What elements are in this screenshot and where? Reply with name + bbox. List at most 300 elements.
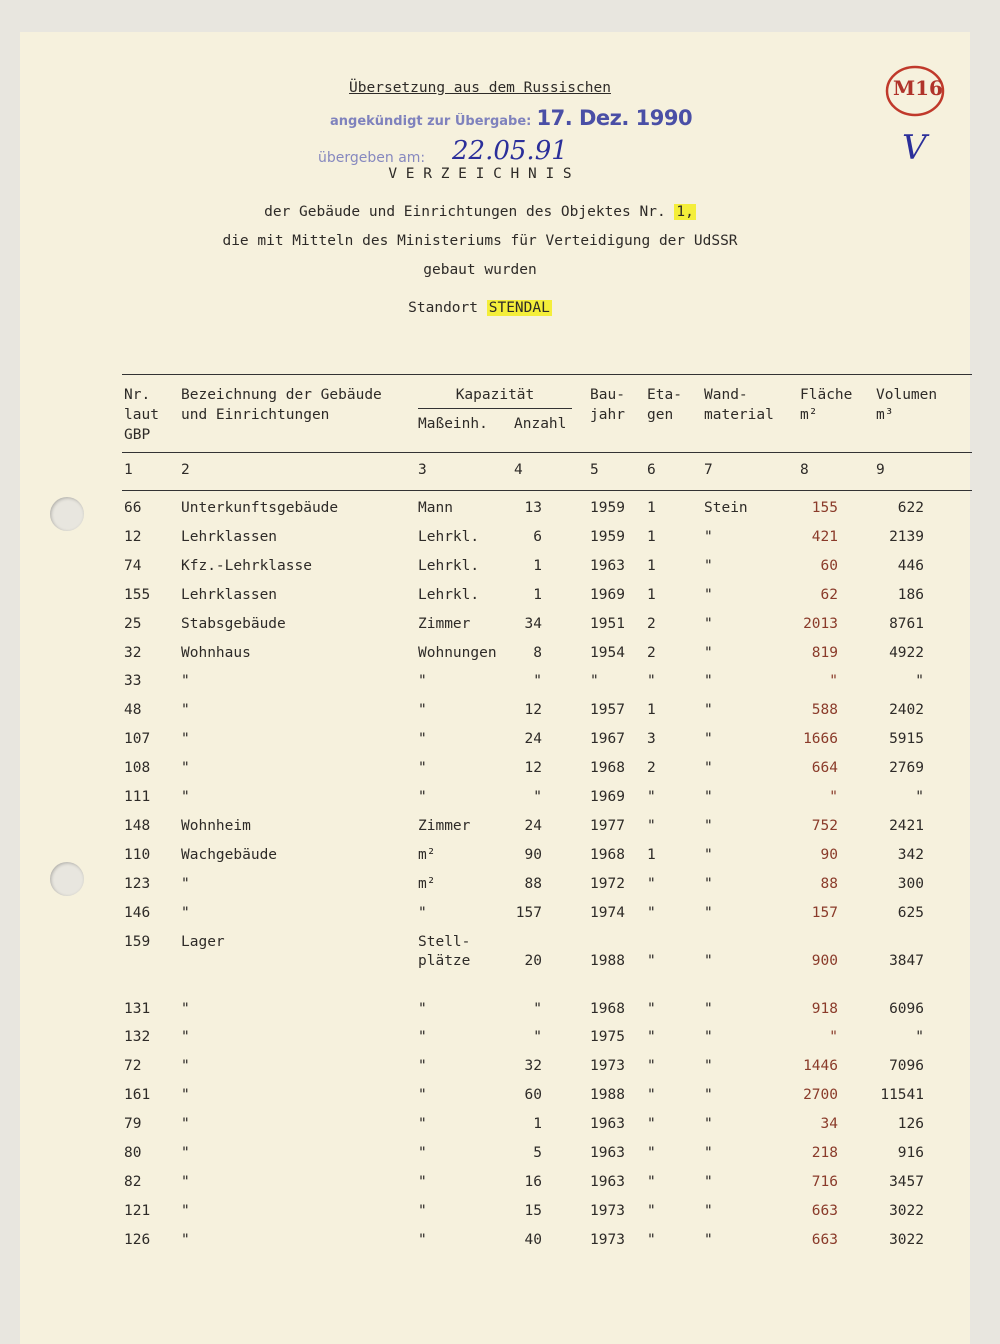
cell-floors: " bbox=[647, 904, 656, 921]
cell-year: 1988 bbox=[590, 1087, 625, 1104]
header-area bbox=[800, 385, 852, 425]
cell-wall: " bbox=[704, 528, 713, 545]
cell-nr: 107 bbox=[124, 731, 151, 748]
cell-count: 1 bbox=[533, 586, 542, 603]
cell-floors: 2 bbox=[647, 615, 656, 632]
cell-count: 12 bbox=[524, 702, 542, 719]
cell-name: " bbox=[181, 760, 190, 777]
location-label: Standort bbox=[408, 300, 478, 316]
cell-year: 1977 bbox=[590, 817, 625, 834]
cell-name: Lager bbox=[181, 933, 225, 950]
cell-unit: " bbox=[418, 1231, 427, 1248]
cell-count: " bbox=[533, 1029, 542, 1046]
cell-wall: " bbox=[704, 1029, 713, 1046]
cell-floors: 1 bbox=[647, 528, 656, 545]
cell-nr: 146 bbox=[124, 904, 151, 921]
cell-area: 218 bbox=[811, 1145, 838, 1161]
cell-floors: 1 bbox=[647, 557, 656, 574]
colnum-6: 6 bbox=[647, 462, 656, 478]
header-wall-line1: Wand- bbox=[704, 387, 748, 403]
header-wall bbox=[704, 385, 774, 425]
cell-area: 157 bbox=[811, 904, 838, 921]
table-row bbox=[0, 760, 1000, 782]
cell-unit: Lehrkl. bbox=[418, 586, 480, 603]
cell-floors: " bbox=[647, 817, 656, 834]
cell-volume: 3022 bbox=[889, 1202, 924, 1219]
header-unit: Maßeinh. bbox=[418, 416, 488, 432]
cell-year: 1969 bbox=[590, 586, 625, 603]
cell-year: 1968 bbox=[590, 760, 625, 777]
location-value: STENDAL bbox=[488, 300, 550, 316]
cell-unit: " bbox=[418, 1058, 427, 1075]
cell-nr: 66 bbox=[124, 500, 142, 516]
cell-wall: " bbox=[704, 1087, 713, 1104]
cell-nr: 82 bbox=[124, 1173, 142, 1190]
cell-count: " bbox=[533, 673, 542, 690]
cell-volume: 625 bbox=[897, 904, 924, 921]
cell-wall: " bbox=[704, 586, 713, 603]
cell-wall: " bbox=[704, 760, 713, 777]
cell-name: Stabsgebäude bbox=[181, 615, 286, 632]
v-mark: V bbox=[902, 128, 927, 168]
cell-floors: 2 bbox=[647, 760, 656, 777]
cell-year: 1975 bbox=[590, 1029, 625, 1046]
cell-count: 24 bbox=[524, 817, 542, 834]
cell-unit: " bbox=[418, 904, 427, 921]
cell-nr: 74 bbox=[124, 557, 142, 574]
cell-nr: 159 bbox=[124, 933, 151, 950]
cell-area: 90 bbox=[820, 846, 838, 863]
cell-area: 716 bbox=[811, 1173, 838, 1190]
cell-floors: " bbox=[647, 952, 656, 969]
cell-year: 1963 bbox=[590, 557, 625, 574]
header-floors-line2: gen bbox=[647, 407, 674, 423]
header-nr bbox=[124, 385, 159, 445]
cell-wall: " bbox=[704, 731, 713, 748]
cell-name: " bbox=[181, 1202, 190, 1219]
cell-name: Lehrklassen bbox=[181, 586, 278, 603]
header-volume-line1: Volumen bbox=[876, 387, 938, 403]
cell-area: 2700 bbox=[803, 1087, 838, 1104]
capacity-underline bbox=[418, 408, 572, 409]
cell-count: 24 bbox=[524, 731, 542, 748]
location-line bbox=[140, 300, 820, 316]
cell-floors: " bbox=[647, 875, 656, 892]
cell-year: 1959 bbox=[590, 500, 625, 516]
cell-name: Unterkunftsgebäude bbox=[181, 500, 339, 516]
cell-volume: 7096 bbox=[889, 1058, 924, 1075]
cell-unit: " bbox=[418, 1202, 427, 1219]
cell-unit: Mann bbox=[418, 500, 453, 516]
cell-volume: 916 bbox=[897, 1145, 924, 1161]
colnum-8: 8 bbox=[800, 462, 809, 478]
header-nr-line3: GBP bbox=[124, 427, 151, 443]
cell-unit: " bbox=[418, 673, 427, 690]
cell-area: 1666 bbox=[803, 731, 838, 748]
stamp-handed-label: übergeben am: bbox=[318, 150, 426, 166]
cell-name: Wohnhaus bbox=[181, 644, 251, 661]
cell-nr: 12 bbox=[124, 528, 142, 545]
cell-floors: " bbox=[647, 1173, 656, 1190]
cell-name: " bbox=[181, 1231, 190, 1248]
header-name-line1: Bezeichnung der Gebäude bbox=[181, 387, 382, 403]
stamp-announced-date: 17. Dez. 1990 bbox=[536, 106, 693, 130]
colnum-5: 5 bbox=[590, 462, 599, 478]
cell-volume: 11541 bbox=[880, 1087, 924, 1104]
cell-wall: " bbox=[704, 702, 713, 719]
cell-area: " bbox=[829, 673, 838, 690]
cell-name: " bbox=[181, 731, 190, 748]
handwritten-date: 22.05.91 bbox=[452, 136, 568, 166]
cell-count: 12 bbox=[524, 760, 542, 777]
document-title: Übersetzung aus dem Russischen bbox=[349, 80, 611, 96]
cell-unit: " bbox=[418, 702, 427, 719]
cell-year: 1972 bbox=[590, 875, 625, 892]
table-row bbox=[0, 789, 1000, 811]
header-name-line2: und Einrichtungen bbox=[181, 407, 330, 423]
cell-area: " bbox=[829, 1029, 838, 1046]
table-row bbox=[0, 1174, 1000, 1196]
cell-nr: 33 bbox=[124, 673, 142, 690]
colnum-2: 2 bbox=[181, 462, 190, 478]
cell-unit: " bbox=[418, 760, 427, 777]
cell-count: " bbox=[533, 1000, 542, 1017]
cell-volume: 2402 bbox=[889, 702, 924, 719]
header-count: Anzahl bbox=[514, 416, 567, 432]
table-row bbox=[0, 616, 1000, 638]
cell-name: " bbox=[181, 1058, 190, 1075]
cell-unit: " bbox=[418, 1029, 427, 1046]
cell-count: 88 bbox=[524, 875, 542, 892]
header-name bbox=[181, 385, 382, 425]
cell-unit: m² bbox=[418, 846, 436, 863]
cell-count: 6 bbox=[533, 528, 542, 545]
intro-line-2: die mit Mitteln des Ministeriums für Verteidigung der UdSSR bbox=[222, 233, 738, 249]
cell-wall: " bbox=[704, 817, 713, 834]
cell-name: " bbox=[181, 1145, 190, 1161]
table-row bbox=[0, 673, 1000, 695]
cell-volume: 342 bbox=[897, 846, 924, 863]
cell-nr: 132 bbox=[124, 1029, 151, 1046]
table-row bbox=[0, 1087, 1000, 1109]
table-row bbox=[0, 702, 1000, 724]
cell-unit: Stell- bbox=[418, 933, 471, 950]
cell-year: 1988 bbox=[590, 952, 625, 969]
table-row bbox=[0, 818, 1000, 840]
circle-mark-text: M16 bbox=[893, 76, 943, 100]
object-number: 1, bbox=[676, 204, 694, 220]
header-year bbox=[590, 385, 625, 425]
table-row bbox=[0, 1116, 1000, 1138]
cell-area: 588 bbox=[811, 702, 838, 719]
cell-year: 1954 bbox=[590, 644, 625, 661]
table-row bbox=[0, 500, 1000, 522]
cell-nr: 121 bbox=[124, 1202, 151, 1219]
table-header-rule bbox=[122, 452, 972, 453]
cell-count: 8 bbox=[533, 644, 542, 661]
cell-floors: 2 bbox=[647, 644, 656, 661]
stamp-announced-label: angekündigt zur Übergabe: bbox=[330, 114, 532, 129]
table-row bbox=[0, 905, 1000, 927]
cell-nr: 148 bbox=[124, 817, 151, 834]
cell-area: 421 bbox=[811, 528, 838, 545]
cell-wall: " bbox=[704, 1231, 713, 1248]
colnum-9: 9 bbox=[876, 462, 885, 478]
cell-name: " bbox=[181, 1087, 190, 1104]
cell-year: 1973 bbox=[590, 1058, 625, 1075]
cell-unit: m² bbox=[418, 875, 436, 892]
cell-count: 34 bbox=[524, 615, 542, 632]
cell-unit: " bbox=[418, 1087, 427, 1104]
cell-name: Kfz.-Lehrklasse bbox=[181, 557, 312, 574]
cell-floors: 1 bbox=[647, 500, 656, 516]
table-row bbox=[0, 1001, 1000, 1023]
header-year-line2: jahr bbox=[590, 407, 625, 423]
cell-year: 1951 bbox=[590, 615, 625, 632]
cell-unit: " bbox=[418, 1116, 427, 1133]
cell-floors: " bbox=[647, 1231, 656, 1248]
table-row bbox=[0, 1145, 1000, 1167]
cell-floors: 1 bbox=[647, 586, 656, 603]
cell-name: " bbox=[181, 789, 190, 805]
cell-year: 1973 bbox=[590, 1202, 625, 1219]
intro-line-3: gebaut wurden bbox=[423, 262, 537, 278]
cell-volume: 300 bbox=[897, 875, 924, 892]
cell-wall: " bbox=[704, 789, 713, 805]
cell-name: " bbox=[181, 1000, 190, 1017]
intro-line-1-text: der Gebäude und Einrichtungen des Objektes Nr. bbox=[264, 204, 666, 220]
table-row bbox=[0, 1029, 1000, 1051]
table-colnum-rule bbox=[122, 490, 972, 491]
cell-volume: 3022 bbox=[889, 1231, 924, 1248]
header-capacity: Kapazität bbox=[455, 387, 535, 403]
cell-area: 2013 bbox=[803, 615, 838, 632]
cell-wall: " bbox=[704, 1202, 713, 1219]
cell-floors: 1 bbox=[647, 702, 656, 719]
cell-count: 90 bbox=[524, 846, 542, 863]
cell-count: 16 bbox=[524, 1173, 542, 1190]
cell-name: Lehrklassen bbox=[181, 528, 278, 545]
cell-name: " bbox=[181, 875, 190, 892]
cell-unit: " bbox=[418, 1173, 427, 1190]
document-heading: V E R Z E I C H N I S bbox=[388, 166, 572, 182]
cell-area: 62 bbox=[820, 586, 838, 603]
cell-nr: 108 bbox=[124, 760, 151, 777]
cell-year: 1967 bbox=[590, 731, 625, 748]
cell-floors: " bbox=[647, 789, 656, 805]
cell-name: " bbox=[181, 702, 190, 719]
cell-count: 13 bbox=[524, 500, 542, 516]
cell-year: 1963 bbox=[590, 1145, 625, 1161]
cell-area: 663 bbox=[811, 1202, 838, 1219]
cell-count: 32 bbox=[524, 1058, 542, 1075]
cell-floors: " bbox=[647, 1202, 656, 1219]
cell-nr: 155 bbox=[124, 586, 151, 603]
cell-name: " bbox=[181, 1116, 190, 1133]
cell-floors: " bbox=[647, 1058, 656, 1075]
cell-count: 1 bbox=[533, 1116, 542, 1133]
cell-nr: 123 bbox=[124, 875, 151, 892]
cell-wall: " bbox=[704, 875, 713, 892]
cell-count: 20 bbox=[524, 952, 542, 969]
cell-area: 155 bbox=[811, 500, 838, 516]
cell-volume: " bbox=[915, 673, 924, 690]
cell-count: 157 bbox=[515, 904, 542, 921]
cell-wall: " bbox=[704, 673, 713, 690]
colnum-1: 1 bbox=[124, 462, 133, 478]
cell-volume: 126 bbox=[897, 1116, 924, 1133]
table-row bbox=[0, 933, 1000, 969]
cell-wall: " bbox=[704, 904, 713, 921]
header-wall-line2: material bbox=[704, 407, 774, 423]
header-area-line1: Fläche bbox=[800, 387, 853, 403]
cell-area: " bbox=[829, 789, 838, 805]
cell-area: 918 bbox=[811, 1000, 838, 1017]
cell-count: 60 bbox=[524, 1087, 542, 1104]
header-floors-line1: Eta- bbox=[647, 387, 682, 403]
cell-unit: " bbox=[418, 1000, 427, 1017]
table-row bbox=[0, 731, 1000, 753]
header-volume-line2: m³ bbox=[876, 407, 894, 423]
cell-area: 88 bbox=[820, 875, 838, 892]
cell-volume: 186 bbox=[897, 586, 924, 603]
cell-volume: 5915 bbox=[889, 731, 924, 748]
cell-volume: 2139 bbox=[889, 528, 924, 545]
cell-wall: " bbox=[704, 1116, 713, 1133]
cell-wall: " bbox=[704, 1173, 713, 1190]
cell-floors: 1 bbox=[647, 846, 656, 863]
cell-floors: " bbox=[647, 1145, 656, 1161]
cell-wall: " bbox=[704, 1145, 713, 1161]
cell-wall: " bbox=[704, 557, 713, 574]
cell-floors: " bbox=[647, 1000, 656, 1017]
colnum-3: 3 bbox=[418, 462, 427, 478]
cell-volume: 6096 bbox=[889, 1000, 924, 1017]
cell-volume: " bbox=[915, 1029, 924, 1046]
cell-year: " bbox=[590, 673, 599, 690]
cell-floors: " bbox=[647, 1116, 656, 1133]
cell-floors: " bbox=[647, 673, 656, 690]
cell-name: Wachgebäude bbox=[181, 846, 278, 863]
cell-wall: " bbox=[704, 644, 713, 661]
cell-volume: 3457 bbox=[889, 1173, 924, 1190]
cell-volume: 2421 bbox=[889, 817, 924, 834]
cell-count: " bbox=[533, 789, 542, 805]
colnum-7: 7 bbox=[704, 462, 713, 478]
cell-area: 1446 bbox=[803, 1058, 838, 1075]
header-year-line1: Bau- bbox=[590, 387, 625, 403]
cell-nr: 79 bbox=[124, 1116, 142, 1133]
cell-unit: Lehrkl. bbox=[418, 557, 480, 574]
cell-area: 34 bbox=[820, 1116, 838, 1133]
cell-unit: " bbox=[418, 789, 427, 805]
cell-volume: 3847 bbox=[889, 952, 924, 969]
cell-wall: Stein bbox=[704, 500, 748, 516]
cell-name: " bbox=[181, 1173, 190, 1190]
cell-unit: " bbox=[418, 731, 427, 748]
colnum-4: 4 bbox=[514, 462, 523, 478]
header-volume bbox=[876, 385, 937, 425]
cell-unit: Lehrkl. bbox=[418, 528, 480, 545]
cell-nr: 25 bbox=[124, 615, 142, 632]
cell-nr: 126 bbox=[124, 1231, 151, 1248]
cell-count: 1 bbox=[533, 557, 542, 574]
cell-name: " bbox=[181, 1029, 190, 1046]
cell-nr: 72 bbox=[124, 1058, 142, 1075]
cell-volume: 4922 bbox=[889, 644, 924, 661]
table-row bbox=[0, 645, 1000, 667]
table-row bbox=[0, 1058, 1000, 1080]
table-row bbox=[0, 1203, 1000, 1225]
header-floors bbox=[647, 385, 682, 425]
cell-year: 1968 bbox=[590, 846, 625, 863]
cell-nr: 80 bbox=[124, 1145, 142, 1161]
cell-name: Wohnheim bbox=[181, 817, 251, 834]
cell-floors: " bbox=[647, 1029, 656, 1046]
cell-area: 900 bbox=[811, 952, 838, 969]
header-area-line2: m² bbox=[800, 407, 818, 423]
cell-volume: 446 bbox=[897, 557, 924, 574]
cell-area: 819 bbox=[811, 644, 838, 661]
cell-floors: 3 bbox=[647, 731, 656, 748]
cell-wall: " bbox=[704, 1058, 713, 1075]
cell-year: 1974 bbox=[590, 904, 625, 921]
cell-nr: 32 bbox=[124, 644, 142, 661]
cell-nr: 111 bbox=[124, 789, 151, 805]
cell-name: " bbox=[181, 904, 190, 921]
cell-nr: 110 bbox=[124, 846, 151, 863]
cell-count: 5 bbox=[533, 1145, 542, 1161]
cell-nr: 131 bbox=[124, 1000, 151, 1017]
cell-unit: " bbox=[418, 1145, 427, 1161]
cell-volume: " bbox=[915, 789, 924, 805]
table-row bbox=[0, 876, 1000, 898]
header-nr-line1: Nr. bbox=[124, 387, 151, 403]
cell-unit: Zimmer bbox=[418, 615, 471, 632]
cell-unit-line2: plätze bbox=[418, 952, 471, 969]
cell-wall: " bbox=[704, 952, 713, 969]
cell-area: 752 bbox=[811, 817, 838, 834]
table-row bbox=[0, 1232, 1000, 1254]
cell-volume: 2769 bbox=[889, 760, 924, 777]
cell-year: 1968 bbox=[590, 1000, 625, 1017]
cell-year: 1963 bbox=[590, 1173, 625, 1190]
intro-line-1 bbox=[140, 204, 820, 220]
cell-area: 60 bbox=[820, 557, 838, 574]
cell-volume: 622 bbox=[897, 500, 924, 516]
cell-area: 663 bbox=[811, 1231, 838, 1248]
cell-count: 40 bbox=[524, 1231, 542, 1248]
cell-count: 15 bbox=[524, 1202, 542, 1219]
table-row bbox=[0, 847, 1000, 869]
cell-floors: " bbox=[647, 1087, 656, 1104]
table-top-rule bbox=[122, 374, 972, 375]
cell-year: 1963 bbox=[590, 1116, 625, 1133]
table-row bbox=[0, 558, 1000, 580]
cell-wall: " bbox=[704, 1000, 713, 1017]
cell-wall: " bbox=[704, 615, 713, 632]
stamp-announced bbox=[330, 106, 692, 130]
cell-nr: 48 bbox=[124, 702, 142, 719]
table-row bbox=[0, 587, 1000, 609]
cell-name: " bbox=[181, 673, 190, 690]
cell-area: 664 bbox=[811, 760, 838, 777]
cell-year: 1959 bbox=[590, 528, 625, 545]
cell-year: 1969 bbox=[590, 789, 625, 805]
cell-unit: Zimmer bbox=[418, 817, 471, 834]
cell-volume: 8761 bbox=[889, 615, 924, 632]
cell-year: 1973 bbox=[590, 1231, 625, 1248]
